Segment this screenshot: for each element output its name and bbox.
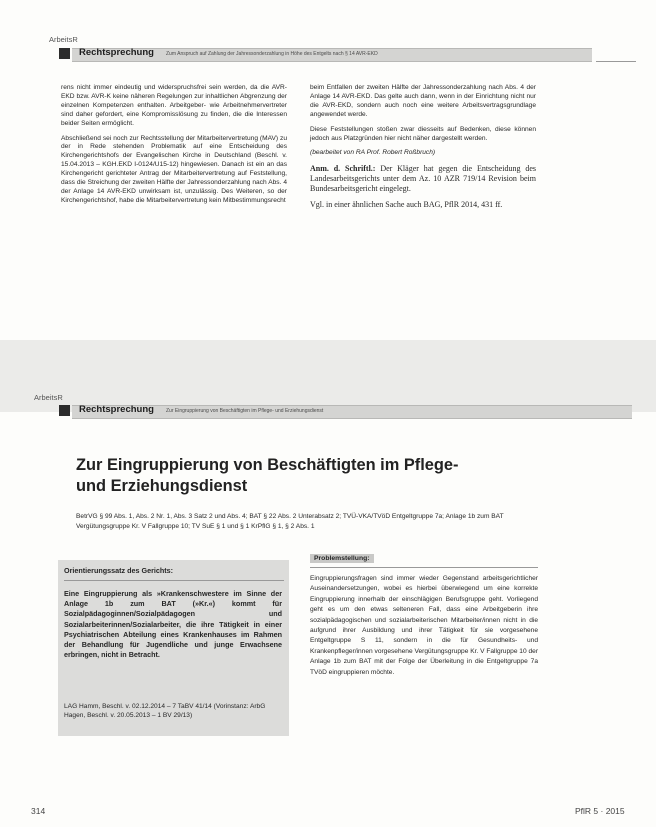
article1-author: (bearbeitet von RA Prof. Robert Roßbruch) xyxy=(310,149,436,157)
article1-left-column xyxy=(61,84,287,212)
section-marker-mid xyxy=(59,405,70,416)
section-title-top: Rechtsprechung xyxy=(79,47,154,58)
article2-headline xyxy=(76,455,458,497)
section-divider-band xyxy=(0,340,656,412)
section-title-mid: Rechtsprechung xyxy=(79,404,154,415)
article1-note xyxy=(310,164,536,194)
article1-left-paragraph: rens nicht immer eindeutig und widerspruchsfrei sein werden, da die AVR-EKD bzw. AVR-K keine näheren Regelungen zur inhaltlichen Abgrenzung der einzelnen Kompetenzen enthalten. Arbeitgeber- wie Arbeitnehmervertreter sind daher gefordert, eine Kompromisslösung zu finden, die die Interessen beider Seiten ermöglicht. xyxy=(61,84,287,127)
article1-left-paragraph: Abschließend sei noch zur Rechtsstellung der Mitarbeitervertretung (MAV) zu der in Rede stehenden Problematik auf eine Entscheidung des Kirchengerichtshofs der Evangelischen Kirche in Deutschland (Beschl. v. 15.04.2013 – KGH.EKD I-0124/U15-12) hingewiesen. Danach ist ein an das Kirchengericht gerichteter Antrag der Mitarbeitervertretung auf Feststellung, dass die Streichung der zweiten Hälfte der Jahressonderzahlung nach Abs. 4 der Anlage 14 AVR-EKD unwirksam ist, unzulässig. Des Weiteren, so der Kirchengerichtshof, habe die Mitarbeitervertretung kein Mitbestimmungsrecht xyxy=(61,134,287,204)
article2-headline-line: und Erziehungsdienst xyxy=(76,477,248,495)
article1-note-text: Der Kläger hat gegen die Entscheidung des Landesarbeitsgerichts unter dem Az. 10 AZR 719/14 Revision beim Bundesarbeitsgericht eingelegt. xyxy=(310,164,536,194)
section-label-mid: ArbeitsR xyxy=(34,393,63,402)
article2-legal-references: BetrVG § 99 Abs. 1, Abs. 2 Nr. 1, Abs. 3 Satz 2 und Abs. 4; BAT § 22 Abs. 2 Unterabsatz 2; TVÜ-VKA/TVöD Entgeltgruppe 7a; Anlage 1b zum BAT Vergütungsgruppe Kr. V Fallgruppe 10; TV SuE § 1 und § 1 KrPflG § 1, § 2 Abs. 1 xyxy=(76,513,504,530)
page-number: 314 xyxy=(31,806,46,816)
orientation-divider xyxy=(64,580,284,581)
bar-extension-line xyxy=(596,61,636,62)
problem-heading: Problemstellung: xyxy=(310,554,374,563)
article1-right-column xyxy=(310,84,536,216)
orientation-text: Eine Eingruppierung als »Krankenschwestere im Sinne der Anlage 1b zum BAT (»Kr.«) kommt für Sozialpädagoginnen/Sozialpädagogen und Sozialarbeiterinnen/Sozialarbeiter, die ihre Tätigkeit in einer Psychiatrischen Abteilung eines Krankenhauses im Rahmen der Behandlung für Jugendliche und junge Erwachsene erbringen, nicht in Betracht. xyxy=(64,589,282,660)
problem-text: Eingruppierungsfragen sind immer wieder Gegenstand arbeitsgerichtlicher Auseinandersetzungen, wobei es hierbei überwiegend um eine korrekte Eingruppierung innerhalb der einschlägigen Berufsgruppe geht. Vorliegend geht es um den etwas selteneren Fall, dass eine Arbeitgeberin ihre sozialpädagogischen und sozialarbeiterischen Mitarbeiter/innen nicht in die aufgrund ihrer Ausbildung und ihrer Tätigkeit für sie vorgesehene Entgeltgruppe S 11, sondern in die für Gesundheits- und Krankenpfleger/innen vorgesehene Vergütungsgruppe Kr. V Fallgruppe 10 der Anlage 1b zum BAT mit der Folge der Überleitung in die Entgeltgruppe 7a TVöD eingruppieren möchte. xyxy=(310,575,539,676)
article1-note-label: Anm. d. Schriftl.: xyxy=(310,164,376,174)
section-subtitle-top: Zum Anspruch auf Zahlung der Jahressonderzahlung in Höhe des Entgelts nach § 14 AVR-EKD xyxy=(166,51,378,57)
article1-see-also: Vgl. in einer ähnlichen Sache auch BAG, PflR 2014, 431 ff. xyxy=(310,200,503,210)
orientation-heading: Orientierungssatz des Gerichts: xyxy=(64,566,174,575)
section-subtitle-mid: Zur Eingruppierung von Beschäftigten im Pflege- und Erziehungsdienst xyxy=(166,408,324,414)
section-marker-top xyxy=(59,48,70,59)
article1-right-paragraph: beim Entfallen der zweiten Hälfte der Jahressonderzahlung nach Abs. 4 der Anlage 14 AVR-EKD. Das gelte auch dann, wenn in der Einrichtung nicht nur die AVR-EKD, sondern auch noch eine weitere Arbeitsvertragsgrundlage angewendet werde. xyxy=(310,84,536,118)
article2-headline-line: Zur Eingruppierung von Beschäftigten im Pflege- xyxy=(76,456,459,474)
journal-footer: PflR 5 · 2015 xyxy=(575,806,625,816)
problem-divider xyxy=(310,567,538,568)
article1-right-paragraph: Diese Feststellungen stoßen zwar diesseits auf Bedenken, diese können jedoch aus Platzgründen hier nicht näher dargestellt werden. xyxy=(310,125,536,142)
orientation-source: LAG Hamm, Beschl. v. 02.12.2014 – 7 TaBV 41/14 (Vorinstanz: ArbG Hagen, Beschl. v. 20.05.2013 – 1 BV 29/13) xyxy=(64,703,266,720)
section-label-top: ArbeitsR xyxy=(49,35,78,44)
